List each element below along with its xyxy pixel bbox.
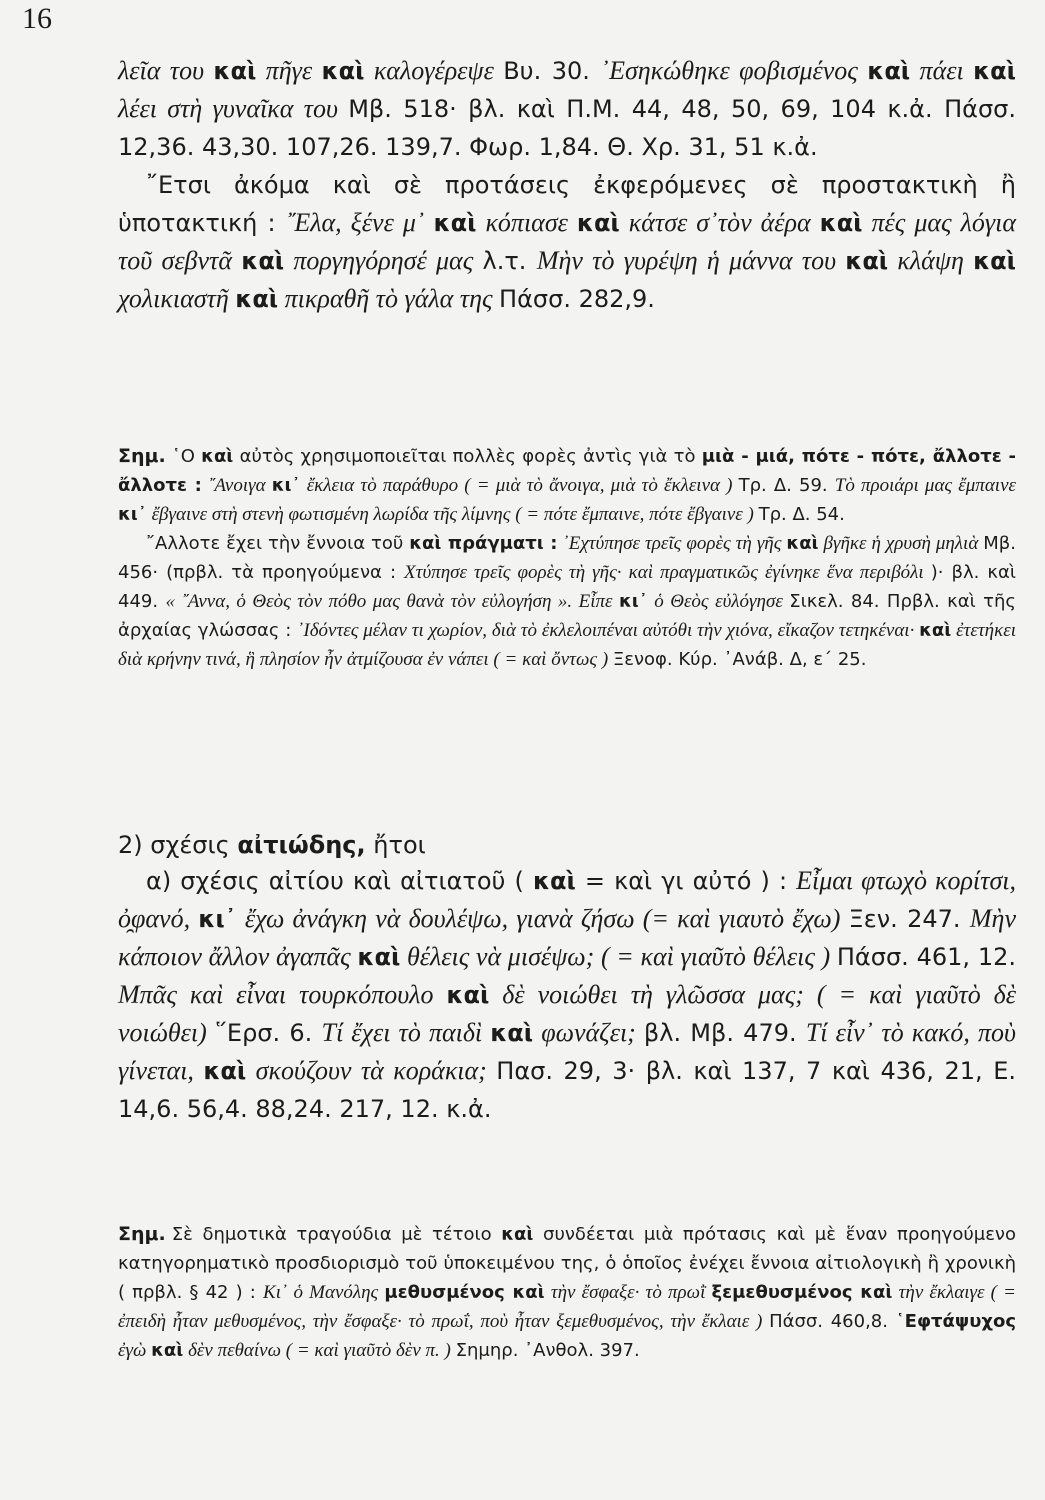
note1b-run: καὶ πράγματι : [409,533,558,554]
p3-run: Μὴν κάποιον ἄλλον ἀγαπᾶς [118,904,1016,971]
p2-run: καὶ [576,209,620,237]
note1a-run: μιὰ - μιά, πότε - πότε, ἄλλοτε - ἄλλοτε : [118,446,1016,496]
note1b-run: ᾿Ιδόντες μέλαν τι χωρίον, διὰ τὸ ἐκλελοιπέναι αὐτόθι τὴν χιόνα, εἴκαζον τετηκέναι· [297,620,920,641]
p1-run: καὶ [213,57,257,85]
p2-run: καὶ [433,209,477,237]
p3-run: καὶ [446,981,490,1009]
p3-run: σκούζουν τὰ κοράκια; [246,1056,497,1085]
note1b-run: κι᾿ [618,591,648,612]
note2-run: ῾Εφτάψυχος [895,1311,1016,1332]
note2-run: Σημηρ. ᾿Ανθολ. 397. [455,1340,640,1361]
note1a-run: Τρ. Δ. 54. [758,504,845,525]
note1a-run: ἔκλεια τὸ παράθυρο ( = μιὰ τὸ ἄνοιγα, μιὰ τὸ ἔκλεινα ) [300,475,739,496]
note1a-run: αὐτὸς χρησιμοποιεῖται πολλὲς φορὲς ἀντὶς γιὰ τὸ [233,446,702,467]
note-2-label: Σημ. [118,1223,166,1245]
paragraph-2 [118,166,1016,318]
section-heading [118,828,1016,862]
p3-run: κι᾿ [198,905,237,933]
note2-run: δὲν πεθαίνω ( = καὶ γιαῦτὸ δὲν π. ) [183,1340,456,1361]
p2-run: καὶ [973,247,1016,275]
p3-run: α) σχέσις αἰτίου καὶ αἰτιατοῦ ( [146,867,533,895]
p3-run: Τί ἔχει τὸ παιδὶ [321,1018,491,1047]
note-1-continuation [118,529,1016,674]
note-2 [118,1220,1016,1365]
note1b-run: « ῎Αννα, ὁ Θεὸς τὸν πόθο μας θανὰ τὸν εὐλογήση ». Εἶπε [165,591,619,612]
p2-run: πικραθῆ τὸ γάλα της [278,284,500,313]
p3-run: φωνάζει; [533,1018,644,1047]
note1b-run: Ξενοφ. Κύρ. ᾿Ανάβ. Δ, ε΄ 25. [612,649,867,670]
note2-run: μεθυσμένος καὶ [384,1282,545,1303]
p1-run: καὶ [321,57,365,85]
note-2-body [118,1224,1016,1361]
note2-run: συνδέεται μιὰ πρότασις καὶ μὲ ἕναν προηγούμενο κατηγορηματικὸ προσδιορισμὸ τοῦ ὑποκειμένου της, ὁ ὁποῖος ἐνέχει ἔννοια αἰτιολογικὴ ἢ χρονικὴ ( πρβλ. § 42 ) : [118,1224,1016,1303]
paragraph-1 [118,52,1016,166]
note1b-run: ῎Αλλοτε ἔχει τὴν ἔννοια τοῦ [146,533,410,554]
p1-run: καὶ [973,57,1016,85]
p3-run: Τί εἶν᾿ τὸ κακό, ποὺ γίνεται, [118,1018,1016,1085]
p1-run: πῆγε [256,56,322,85]
note1b-run: ὁ Θεὸς εὐλόγησε [647,591,790,612]
note-1-body [118,446,1016,525]
note1b-run: καὶ [919,620,952,641]
note-1-label: Σημ. [118,445,166,467]
p2-run: Πάσσ. 282,9. [499,285,655,313]
note1b-run: )· βλ. καὶ 449. [118,562,1016,612]
p3-run: ῞Ερσ. 6. [214,1019,322,1047]
note2-run: καὶ [151,1340,184,1361]
p1-run: καλογέρεψε [364,56,504,85]
note1a-run: κι᾿ [118,504,147,525]
paragraph-examples [118,52,1016,318]
p3-run: Ξεν. 247. [848,905,970,933]
section-2 [118,828,1016,1128]
p2-run: καὶ [235,285,279,313]
paragraph-3 [118,862,1016,1128]
note1b-run: βγῆκε ἡ χρυσὴ μηλιὰ [818,533,984,554]
note1b-run: ἐτετήκει διὰ κρήνην τινά, ἣ πλησίον ἦν ἀτμίζουσα ἐν νάπει ( = καὶ ὄντως ) [118,620,1016,670]
p3-run: θέλεις νὰ μισέψω; ( = καὶ γιαῦτὸ θέλεις ) [400,942,837,971]
note1a-run: καὶ [201,446,234,467]
note2-run: καὶ [501,1224,534,1245]
note2-run: Κι᾿ ὁ Μανόλης [263,1282,385,1303]
note1a-run: Τὸ προιάρι μας ἔμπαινε [834,475,1016,496]
p2-run: χολικιαστῆ [118,284,236,313]
note1a-run: ῎Ανοιγα [201,475,272,496]
note1a-run: κι᾿ [271,475,301,496]
p3-run: ἔχω ἀνάγκη νὰ δουλέψω, γιανὰ ζήσω (= καὶ γιαυτὸ ἔχω) [236,904,849,933]
p2-run: ποργηγόρησέ μας [284,246,483,275]
note1b-run: Σικελ. 84. Πρβλ. καὶ τῆς ἀρχαίας γλώσσας : [118,591,1016,641]
note-1 [118,442,1016,674]
note1a-run: ῾Ο [171,446,202,467]
p3-run: Εἶμαι φτωχὸ κορίτσι, ὀ̯φανό, [118,866,1017,933]
note1a-run: Τρ. Δ. 59. [738,475,835,496]
p1-run: καὶ [867,57,911,85]
note1b-run: Χτύπησε τρεῖς φορὲς τὴ γῆς· καὶ πραγματικῶς ἐγίνηκε ἕνα περιβόλι [404,562,931,583]
p2-run: ῎Ετσι ἀκόμα καὶ σὲ προτάσεις ἐκφερόμενες σὲ προστακτικὴ ἢ ὑποτακτική : [118,171,1016,237]
heading-bold: αἰτιώδης, [237,831,366,859]
p3-run: καὶ [490,1019,534,1047]
p3-run: καὶ [203,1057,247,1085]
page-number: 16 [22,2,52,35]
p3-run: Πασ. 29, 3· βλ. καὶ 137, 7 καὶ 436, 21, Ε. 14,6. 56,4. 88,24. 217, 12. κ.ἀ. [118,1057,1016,1123]
note-1-text [118,442,1016,529]
p1-run: λέει στὴ γυναῖκα του [118,94,349,123]
note2-run: ἐγὼ [118,1340,152,1361]
heading-suffix: ἤτοι [365,831,426,859]
p1-run: πάει [910,56,974,85]
note2-run: Πάσσ. 460,8. [769,1311,896,1332]
p2-run: πές μας λόγια τοῦ σεβντᾶ [118,208,1016,275]
p2-run: καὶ [241,247,285,275]
note2-run: τὴν ἔσφαξε· τὸ πρωῒ [544,1282,712,1303]
p2-run: κάτσε σ᾿τὸν ἀέρα [619,208,820,237]
note1a-run: ἔβγαινε στὴ στενὴ φωτισμένη λωρίδα τῆς λίμνης ( = πότε ἔμπαινε, πότε ἔβγαινε ) [146,504,759,525]
p3-run: βλ. Μβ. 479. [643,1019,806,1047]
p1-run: λεῖα του [118,56,214,85]
p3-run: καὶ [532,867,576,895]
p2-run: κόπιασε [476,208,577,237]
note2-run: Σὲ δημοτικὰ τραγούδια μὲ τέτοιο [171,1224,502,1245]
p3-run: δὲ νοιώθει τὴ γλῶσσα μας; ( = καὶ γιαῦτὸ δὲ νοιώθει) [118,980,1017,1047]
p2-run: Μὴν τὸ γυρέψη ἡ μάννα του [536,246,846,275]
p1-run: Βυ. 30. [503,57,601,85]
note2-run: ξεμεθυσμένος καὶ [711,1282,893,1303]
note1b-run: ᾿Εχτύπησε τρεῖς φορὲς τὴ γῆς [557,533,787,554]
p3-run: καὶ [357,943,401,971]
p2-run: καὶ [845,247,889,275]
p2-run: λ.τ. [482,247,537,275]
note-2-text [118,1220,1016,1365]
note2-run: τὴν ἔκλαιγε ( = ἐπειδὴ ἦταν μεθυσμένος, τὴν ἔσφαξε· τὸ πρωΐ, ποὺ ἦταν ξεμεθυσμένος, τὴν ἔκλαιε ) [118,1282,1016,1332]
p1-run: ᾿Εσηκώθηκε φοβισμένος [600,56,868,85]
p2-run: καὶ [819,209,863,237]
p3-run: Μπᾶς καὶ εἶναι τουρκόπουλο [118,980,447,1009]
note1b-run: καὶ [786,533,819,554]
heading-prefix: 2) σχέσις [118,831,238,859]
p2-run: κλάψη [888,246,974,275]
p3-run: Πάσσ. 461, 12. [836,943,1016,971]
p1-run: Μβ. 518· βλ. καὶ Π.Μ. 44, 48, 50, 69, 104 κ.ἀ. Πάσσ. 12,36. 43,30. 107,26. 139,7. Φωρ. 1,84. Θ. Χρ. 31, 51 κ.ἀ. [118,95,1016,161]
note1b-run: Μβ. 456· (πρβλ. τὰ προηγούμενα : [118,533,1017,583]
p3-run: = καὶ γι αὐτό ) : [575,867,797,895]
p2-run: ῎Ελα, ξένε μ᾿ [285,208,434,237]
